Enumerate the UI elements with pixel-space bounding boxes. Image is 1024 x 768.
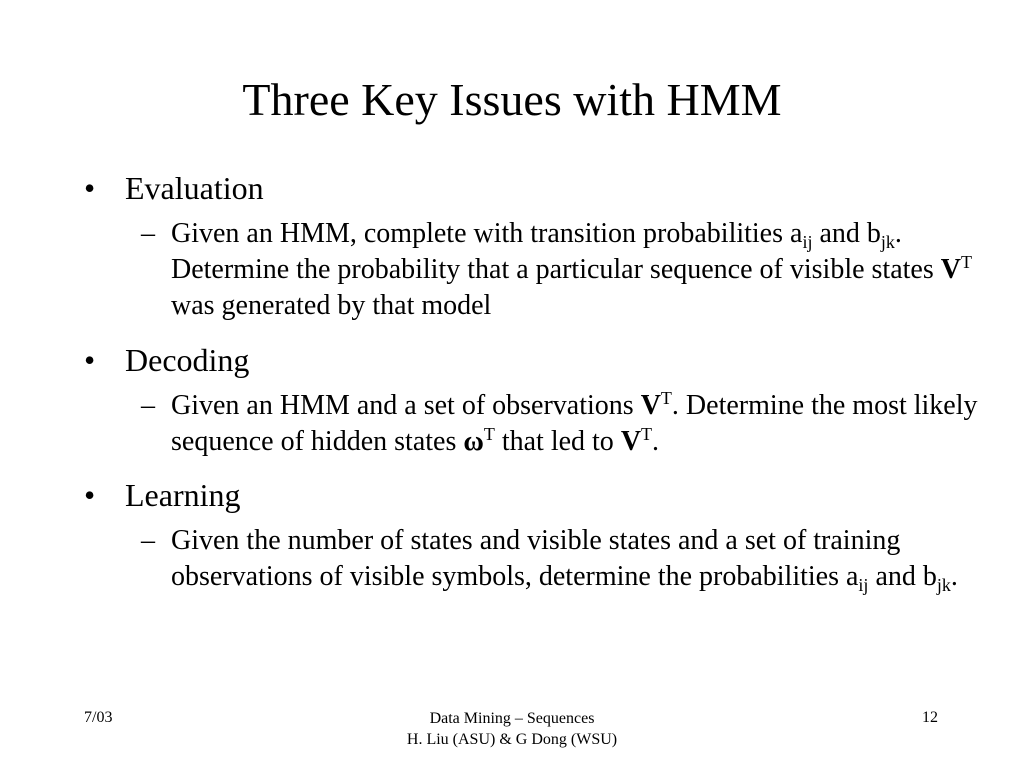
bullet-learning xyxy=(84,473,1004,517)
sub-marker: – xyxy=(141,525,155,556)
sub-marker: – xyxy=(141,390,155,421)
footer-course-line2: H. Liu (ASU) & G Dong (WSU) xyxy=(406,731,618,748)
footer-course xyxy=(362,708,662,750)
bullet-label: Learning xyxy=(125,477,241,513)
sub-text: Given an HMM, complete with transition probabilities $a_{ij}$ and $b_{jk}$. Determine the probability that a particular sequence of visible states $V^T$ was generated by that model xyxy=(171,218,972,321)
sub-item-evaluation xyxy=(84,216,1004,324)
bullet-evaluation xyxy=(84,166,1004,210)
footer-date: 7/03 xyxy=(84,709,113,726)
bullet-marker: • xyxy=(84,170,96,206)
bullet-marker: • xyxy=(84,342,96,378)
footer-page-number: 12 xyxy=(922,709,938,726)
bullet-label: Decoding xyxy=(125,342,250,378)
sub-text: Given an HMM and a set of observations $V^T$. Determine the most likely sequence of hidden states $\omega^T$ that led to $V^T$. xyxy=(171,388,978,457)
sub-text: Given the number of states and visible states and a set of training observations of visible symbols, determine the probabilities $a_{ij}$ and $b_{jk}$. xyxy=(171,525,958,595)
bullet-decoding xyxy=(84,338,1004,382)
section-decoding xyxy=(84,338,1004,460)
footer-course-line1: Data Mining – Sequences xyxy=(429,710,595,727)
bullet-marker: • xyxy=(84,477,96,513)
sub-item-decoding xyxy=(84,388,1004,460)
bullet-label: Evaluation xyxy=(125,170,264,206)
section-learning xyxy=(84,473,1004,595)
section-evaluation xyxy=(84,166,1004,324)
slide-title: Three Key Issues with HMM xyxy=(242,74,782,125)
sub-marker: – xyxy=(141,218,155,249)
sub-item-learning xyxy=(84,523,1004,595)
